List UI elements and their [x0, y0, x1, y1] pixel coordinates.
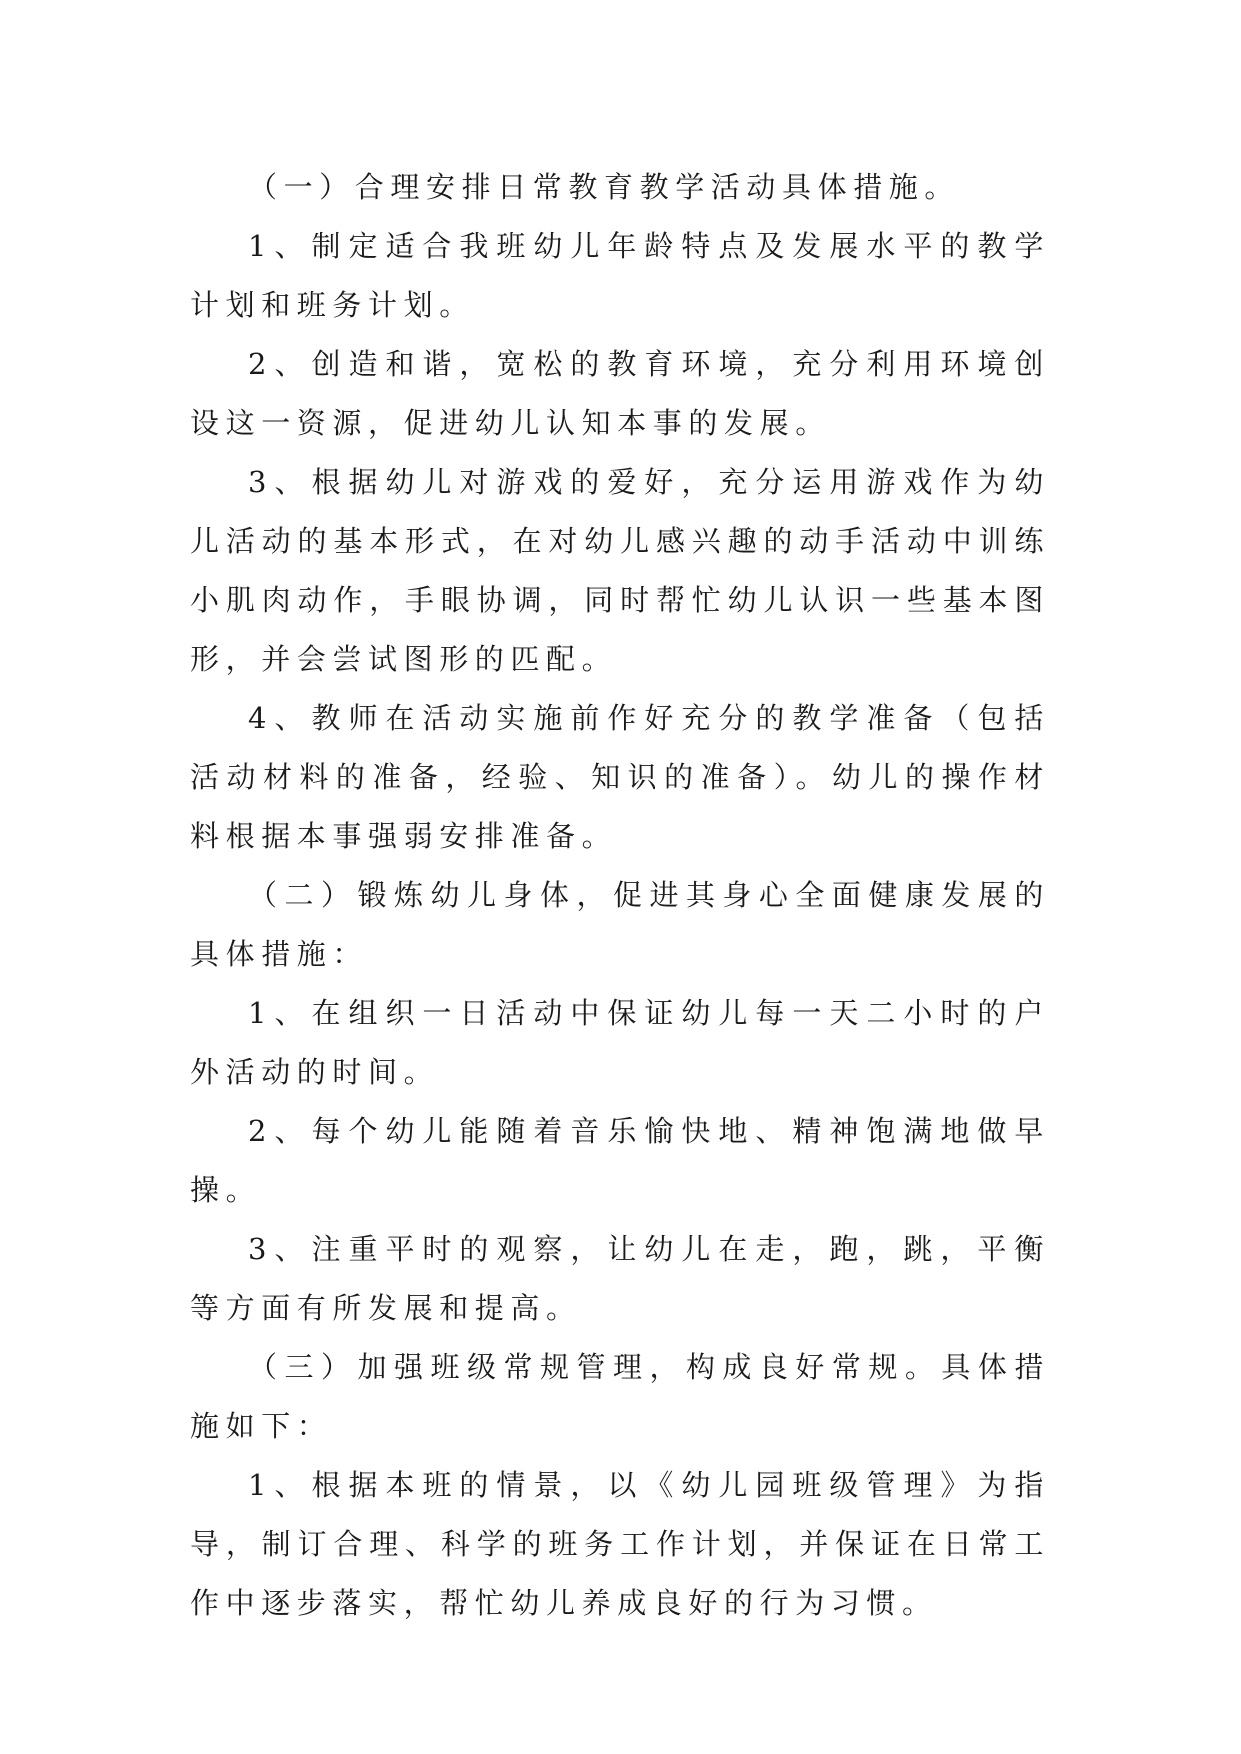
section-heading-2: （二）锻炼幼儿身体，促进其身心全面健康发展的具体措施： [190, 878, 1050, 971]
document-page [190, 158, 1050, 1633]
paragraph-item-3-1: 1、根据本班的情景，以《幼儿园班级管理》为指导，制订合理、科学的班务工作计划，并保证在日常工作中逐步落实，帮忙幼儿养成良好的行为习惯。 [190, 1468, 1050, 1620]
paragraph-item-1-4: 4、教师在活动实施前作好充分的教学准备（包括活动材料的准备，经验、知识的准备）。幼儿的操作材料根据本事强弱安排准备。 [190, 701, 1050, 853]
paragraph-item-2-3: 3、注重平时的观察，让幼儿在走，跑，跳，平衡等方面有所发展和提高。 [190, 1232, 1050, 1325]
paragraph-item-2-1: 1、在组织一日活动中保证幼儿每一天二小时的户外活动的时间。 [190, 996, 1050, 1089]
paragraph-item-1-2: 2、创造和谐，宽松的教育环境，充分利用环境创设这一资源，促进幼儿认知本事的发展。 [190, 347, 1050, 440]
paragraph-item-1-3: 3、根据幼儿对游戏的爱好，充分运用游戏作为幼儿活动的基本形式，在对幼儿感兴趣的动手活动中训练小肌肉动作，手眼协调，同时帮忙幼儿认识一些基本图形，并会尝试图形的匹配。 [190, 465, 1050, 676]
paragraph-item-1-1: 1、制定适合我班幼儿年龄特点及发展水平的教学计划和班务计划。 [190, 229, 1050, 322]
section-heading-3: （三）加强班级常规管理，构成良好常规。具体措施如下： [190, 1350, 1050, 1443]
section-heading-1: （一）合理安排日常教育教学活动具体措施。 [248, 170, 961, 204]
paragraph-item-2-2: 2、每个幼儿能随着音乐愉快地、精神饱满地做早操。 [190, 1114, 1050, 1207]
